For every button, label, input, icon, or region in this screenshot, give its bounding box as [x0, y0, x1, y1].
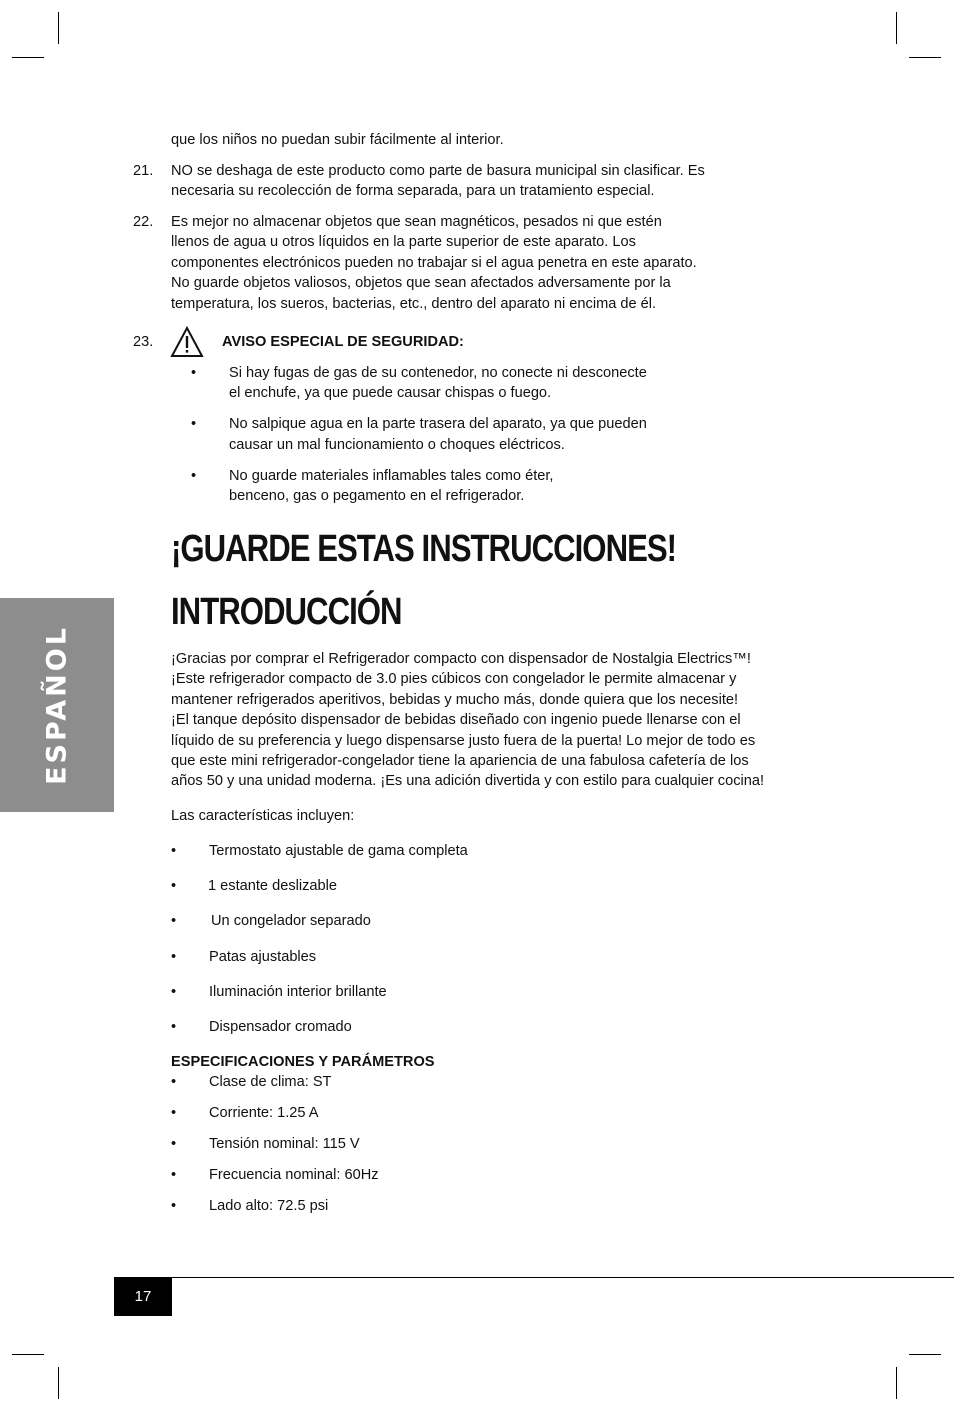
bullet: • [191, 365, 197, 381]
bullet: • [171, 1167, 177, 1183]
feature-item: Iluminación interior brillante [209, 984, 387, 1000]
safety-notice-title: AVISO ESPECIAL DE SEGURIDAD: [222, 334, 464, 350]
spec-item: Clase de clima: ST [209, 1074, 332, 1090]
intro-line: ¡El tanque depósito dispensador de bebidas diseñado con ingenio puede llenarse con el [171, 712, 741, 728]
item-text: NO se deshaga de este producto como parte de basura municipal sin clasificar. Es [171, 163, 705, 179]
feature-item: 1 estante deslizable [208, 878, 337, 894]
page-number: 17 [114, 1278, 172, 1316]
item-text: No guarde objetos valiosos, objetos que sean afectados adversamente por la [171, 275, 671, 291]
bullet: • [171, 1198, 177, 1214]
bullet: • [171, 913, 177, 929]
crop-mark [909, 57, 941, 58]
bullet: • [171, 984, 177, 1000]
feature-item: Dispensador cromado [209, 1019, 352, 1035]
crop-mark [896, 1367, 897, 1399]
intro-line: ¡Este refrigerador compacto de 3.0 pies cúbicos con congelador le permite almacenar y [171, 671, 737, 687]
crop-mark [909, 1354, 941, 1355]
bullet-text: el enchufe, ya que puede causar chispas o fuego. [229, 385, 552, 401]
item-number: 23. [133, 334, 154, 350]
bullet: • [171, 1019, 177, 1035]
intro-line: años 50 y una unidad moderna. ¡Es una adición divertida y con estilo para cualquier cocina! [171, 773, 765, 789]
item-number: 21. [133, 163, 154, 179]
item-text: temperatura, los sueros, bacterias, etc., dentro del aparato ni encima de él. [171, 296, 657, 312]
bullet: • [171, 843, 177, 859]
intro-line: líquido de su preferencia y luego dispensarse justo fuera de la puerta! Lo mejor de todo es [171, 733, 756, 749]
bullet: • [171, 1074, 177, 1090]
safety-continuation: que los niños no puedan subir fácilmente al interior. [171, 132, 504, 148]
intro-line: mantener refrigerados aperitivos, bebidas y mucho más, donde quiera que los necesite! [171, 692, 739, 708]
bullet-text: causar un mal funcionamiento o choques eléctricos. [229, 437, 565, 453]
footer-rule [114, 1277, 954, 1278]
feature-item: Patas ajustables [209, 949, 317, 965]
item-text: necesaria su recolección de forma separada, para un tratamiento especial. [171, 183, 655, 199]
spec-item: Frecuencia nominal: 60Hz [209, 1167, 379, 1183]
bullet-text: Si hay fugas de gas de su contenedor, no conecte ni desconecte [229, 365, 647, 381]
item-number: 22. [133, 214, 154, 230]
item-text: Es mejor no almacenar objetos que sean magnéticos, pesados ni que estén [171, 214, 662, 230]
bullet-text: No salpique agua en la parte trasera del aparato, ya que pueden [229, 416, 647, 432]
bullet: • [171, 1136, 177, 1152]
features-label: Las características incluyen: [171, 808, 355, 824]
spec-item: Tensión nominal: 115 V [209, 1136, 360, 1152]
crop-mark [58, 1367, 59, 1399]
intro-line: ¡Gracias por comprar el Refrigerador compacto con dispensador de Nostalgia Electrics™! [171, 651, 751, 667]
crop-mark [12, 57, 44, 58]
bullet-text: No guarde materiales inflamables tales como éter, [229, 468, 554, 484]
language-side-tab [0, 598, 114, 812]
feature-item: Un congelador separado [211, 913, 371, 929]
bullet: • [171, 1105, 177, 1121]
item-text: llenos de agua u otros líquidos en la parte superior de este aparato. Los [171, 234, 636, 250]
language-label: ESPAÑOL [41, 625, 73, 785]
item-text: componentes electrónicos pueden no trabajar si el agua penetra en este aparato. [171, 255, 697, 271]
spec-item: Lado alto: 72.5 psi [209, 1198, 329, 1214]
spec-item: Corriente: 1.25 A [209, 1105, 319, 1121]
heading-save-instructions: ¡GUARDE ESTAS INSTRUCCIONES! [171, 528, 677, 570]
intro-line: que este mini refrigerador-congelador tiene la apariencia de una fabulosa cafetería de los [171, 753, 749, 769]
bullet: • [171, 949, 177, 965]
heading-introduction: INTRODUCCIÓN [171, 591, 402, 633]
bullet: • [171, 878, 177, 894]
warning-triangle-icon [170, 326, 204, 358]
bullet-text: benceno, gas o pegamento en el refrigerador. [229, 488, 525, 504]
bullet: • [191, 468, 197, 484]
crop-mark [896, 12, 897, 44]
specs-title: ESPECIFICACIONES Y PARÁMETROS [171, 1054, 435, 1070]
feature-item: Termostato ajustable de gama completa [209, 843, 468, 859]
crop-mark [58, 12, 59, 44]
bullet: • [191, 416, 197, 432]
crop-mark [12, 1354, 44, 1355]
